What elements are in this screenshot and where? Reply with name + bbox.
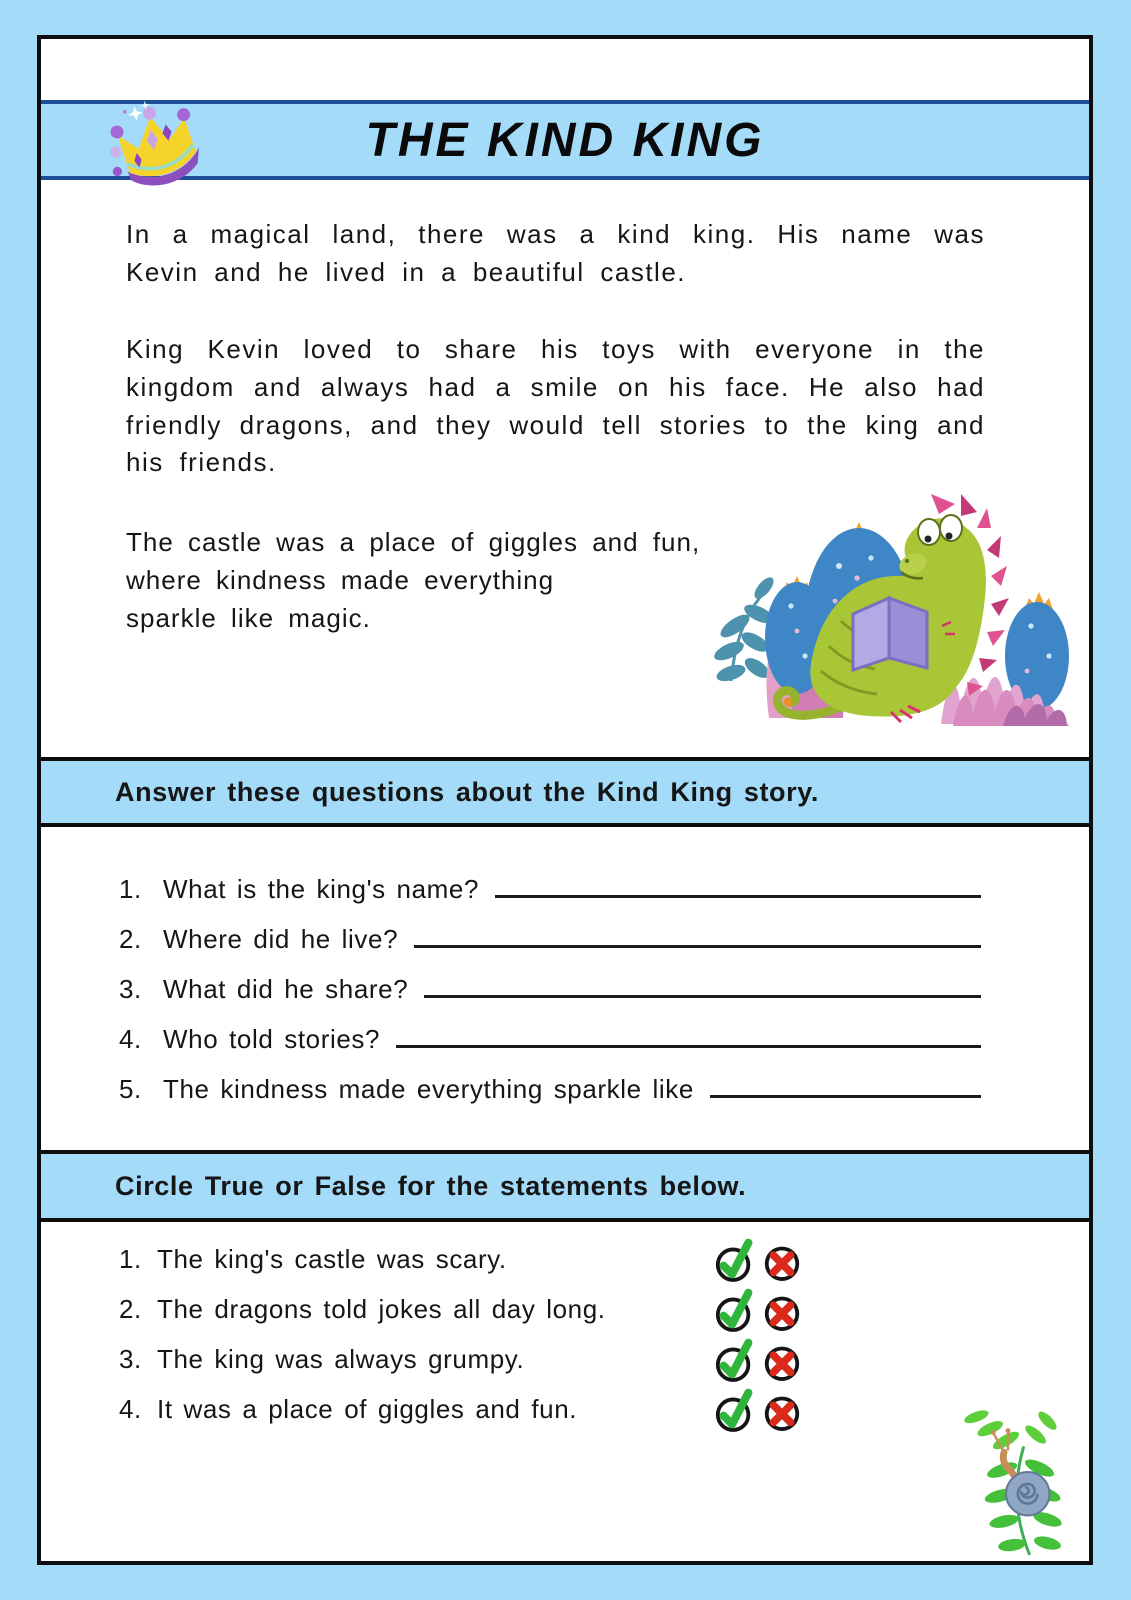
question-number: 5.	[119, 1074, 142, 1104]
question-text: The kindness made everything sparkle like	[163, 1074, 694, 1104]
story-paragraph: King Kevin loved to share his toys with everyone in the kingdom and always had a smile on his face. He also had friendly dragons, and they would tell stories to the king and his friends.	[126, 334, 985, 478]
question-text: What is the king's name?	[163, 874, 480, 904]
true-check-icon[interactable]	[714, 1335, 756, 1383]
tf-statement: The king was always grumpy.	[157, 1343, 525, 1374]
question-row	[119, 905, 981, 955]
tf-choice-group	[714, 1385, 803, 1433]
questions-banner	[41, 757, 1089, 827]
question-row	[119, 955, 981, 1005]
true-check-icon[interactable]	[714, 1235, 756, 1283]
page-title: THE KIND KING	[365, 113, 765, 167]
title-banner	[41, 100, 1089, 180]
question-row	[119, 855, 981, 905]
tf-row	[119, 1284, 803, 1334]
tf-row	[119, 1334, 803, 1384]
snail-on-fern-illustration	[933, 1391, 1081, 1559]
true-false-heading: Circle True or False for the statements below.	[115, 1170, 747, 1201]
answer-blank[interactable]	[710, 1095, 981, 1098]
tf-statement: The king's castle was scary.	[157, 1243, 507, 1274]
tf-number: 3.	[119, 1343, 142, 1374]
tf-choice-group	[714, 1235, 803, 1283]
true-false-banner	[41, 1150, 1089, 1222]
tf-statement: It was a place of giggles and fun.	[157, 1393, 578, 1424]
answer-blank[interactable]	[396, 1045, 981, 1048]
dragon-reading-book-illustration	[701, 466, 1075, 726]
question-text: What did he share?	[163, 974, 409, 1004]
false-cross-icon[interactable]	[761, 1235, 803, 1283]
answer-blank[interactable]	[495, 895, 981, 898]
tf-statement: The dragons told jokes all day long.	[157, 1293, 606, 1324]
tf-choice-group	[714, 1285, 803, 1333]
true-check-icon[interactable]	[714, 1285, 756, 1333]
questions-section	[41, 827, 1089, 1150]
tf-number: 1.	[119, 1243, 142, 1274]
story-paragraph: The castle was a place of giggles and fun, where kindness made everything sparkle like magic.	[126, 527, 701, 633]
question-row	[119, 1055, 981, 1105]
question-text: Who told stories?	[163, 1024, 381, 1054]
false-cross-icon[interactable]	[761, 1285, 803, 1333]
crown-icon	[107, 100, 209, 190]
story-paragraph: In a magical land, there was a kind king. His name was Kevin and he lived in a beautiful castle.	[126, 219, 985, 287]
worksheet-page	[37, 35, 1093, 1565]
question-text: Where did he live?	[163, 924, 399, 954]
tf-number: 4.	[119, 1393, 142, 1424]
question-number: 4.	[119, 1024, 142, 1054]
question-number: 2.	[119, 924, 142, 954]
answer-blank[interactable]	[414, 945, 981, 948]
answer-blank[interactable]	[424, 995, 981, 998]
question-row	[119, 1005, 981, 1055]
false-cross-icon[interactable]	[761, 1385, 803, 1433]
true-false-section	[41, 1222, 1089, 1561]
question-number: 3.	[119, 974, 142, 1004]
top-strip	[41, 39, 1089, 100]
story-section	[41, 180, 1089, 757]
tf-row	[119, 1234, 803, 1284]
tf-row	[119, 1384, 803, 1434]
tf-choice-group	[714, 1335, 803, 1383]
question-number: 1.	[119, 874, 142, 904]
questions-heading: Answer these questions about the Kind King story.	[115, 776, 819, 807]
true-check-icon[interactable]	[714, 1385, 756, 1433]
tf-number: 2.	[119, 1293, 142, 1324]
false-cross-icon[interactable]	[761, 1335, 803, 1383]
